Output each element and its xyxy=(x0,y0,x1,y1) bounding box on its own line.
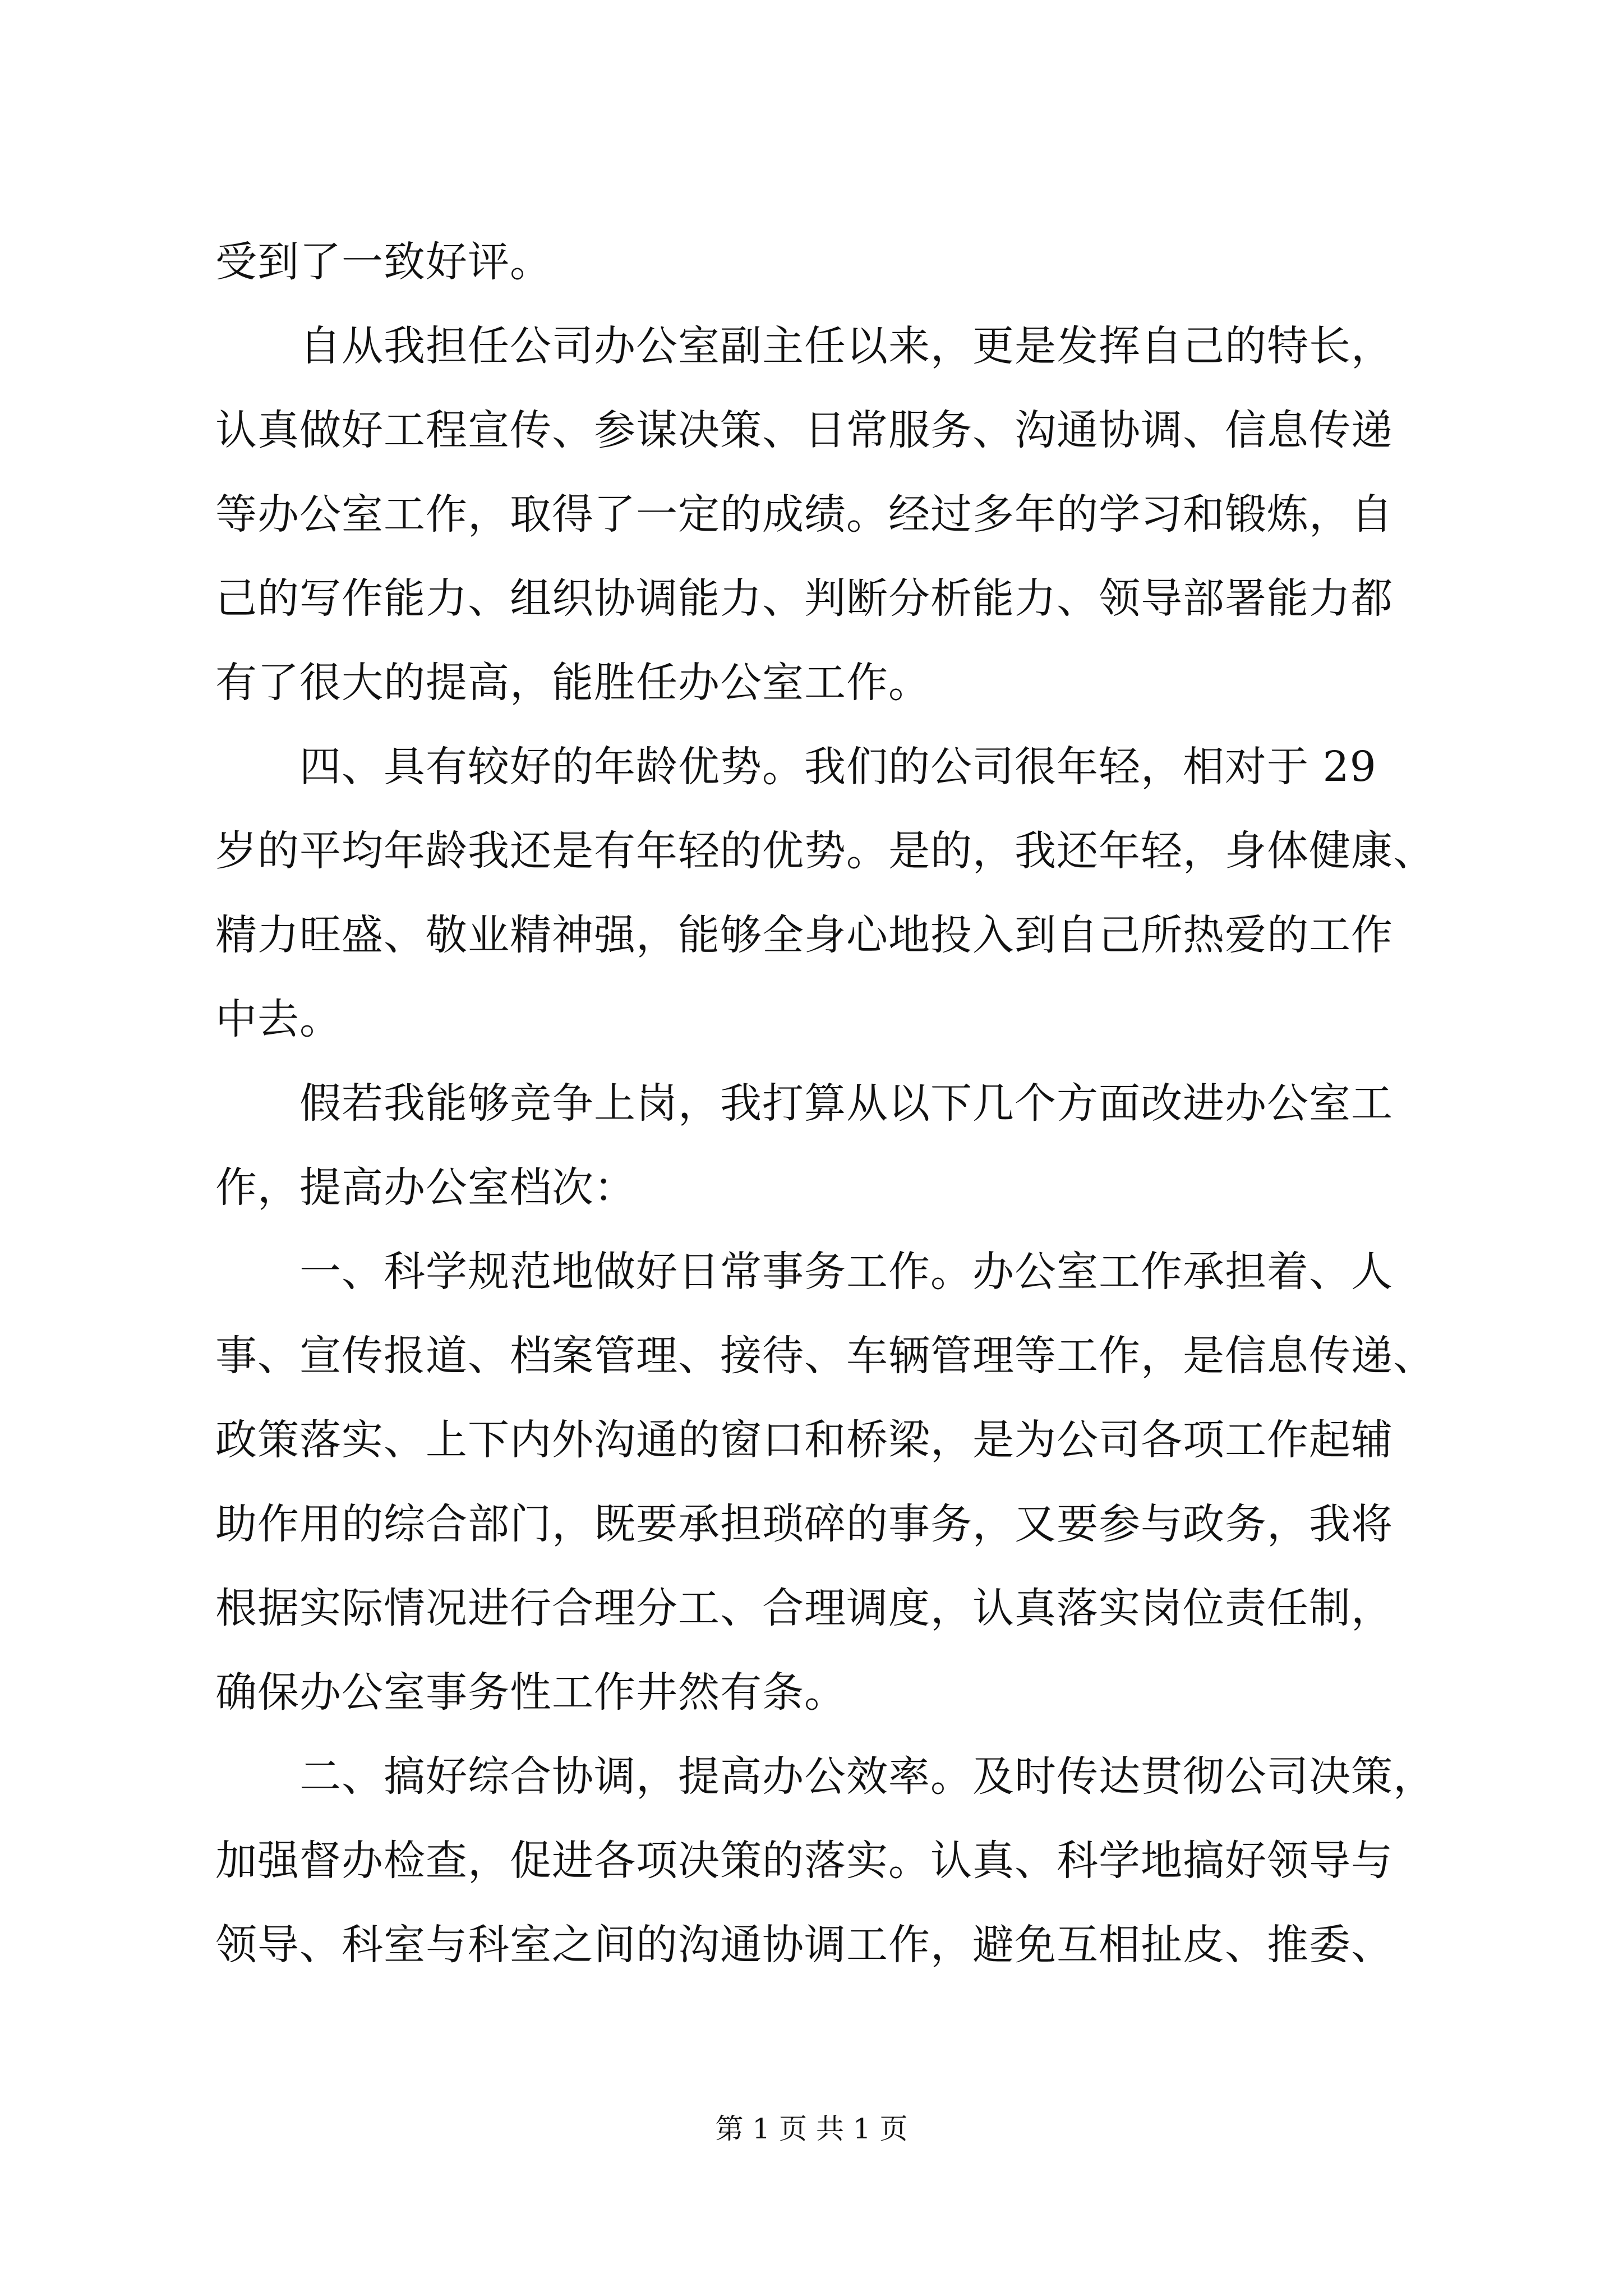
text-line: 假若我能够竞争上岗，我打算从以下几个方面改进办公室工 xyxy=(299,1079,1393,1128)
text-line: 岁的平均年龄我还是有年轻的优势。是的，我还年轻，身体健康、 xyxy=(215,827,1435,875)
text-line: 确保办公室事务性工作井然有条。 xyxy=(215,1668,846,1717)
text-line: 根据实际情况进行合理分工、合理调度，认真落实岗位责任制， xyxy=(215,1584,1393,1632)
text-line: 精力旺盛、敬业精神强，能够全身心地投入到自己所热爱的工作 xyxy=(215,911,1393,959)
text-line: 四、具有较好的年龄优势。我们的公司很年轻，相对于 29 xyxy=(299,743,1377,791)
text-line: 加强督办检查，促进各项决策的落实。认真、科学地搞好领导与 xyxy=(215,1837,1393,1885)
text-line: 事、宣传报道、档案管理、接待、车辆管理等工作，是信息传递、 xyxy=(215,1332,1435,1380)
text-line: 作，提高办公室档次： xyxy=(215,1163,636,1212)
page-number-footer: 第 1 页 共 1 页 xyxy=(715,2113,908,2145)
text-line: 助作用的综合部门，既要承担琐碎的事务，又要参与政务，我将 xyxy=(215,1500,1393,1548)
text-line: 有了很大的提高，能胜任办公室工作。 xyxy=(215,659,930,707)
text-line: 受到了一致好评。 xyxy=(215,238,552,286)
text-line: 认真做好工程宣传、参谋决策、日常服务、沟通协调、信息传递 xyxy=(215,406,1393,454)
document-body xyxy=(215,220,1435,1987)
text-line: 领导、科室与科室之间的沟通协调工作，避免互相扯皮、推委、 xyxy=(215,1921,1393,1969)
text-line: 己的写作能力、组织协调能力、判断分析能力、领导部署能力都 xyxy=(215,574,1393,623)
text-line: 等办公室工作，取得了一定的成绩。经过多年的学习和锻炼，自 xyxy=(215,490,1393,539)
text-line: 一、科学规范地做好日常事务工作。办公室工作承担着、人 xyxy=(299,1248,1393,1296)
text-line: 二、搞好综合协调，提高办公效率。及时传达贯彻公司决策， xyxy=(299,1752,1435,1801)
text-line: 中去。 xyxy=(215,995,342,1043)
text-line: 自从我担任公司办公室副主任以来，更是发挥自己的特长， xyxy=(299,322,1393,370)
text-line: 政策落实、上下内外沟通的窗口和桥梁，是为公司各项工作起辅 xyxy=(215,1416,1393,1464)
